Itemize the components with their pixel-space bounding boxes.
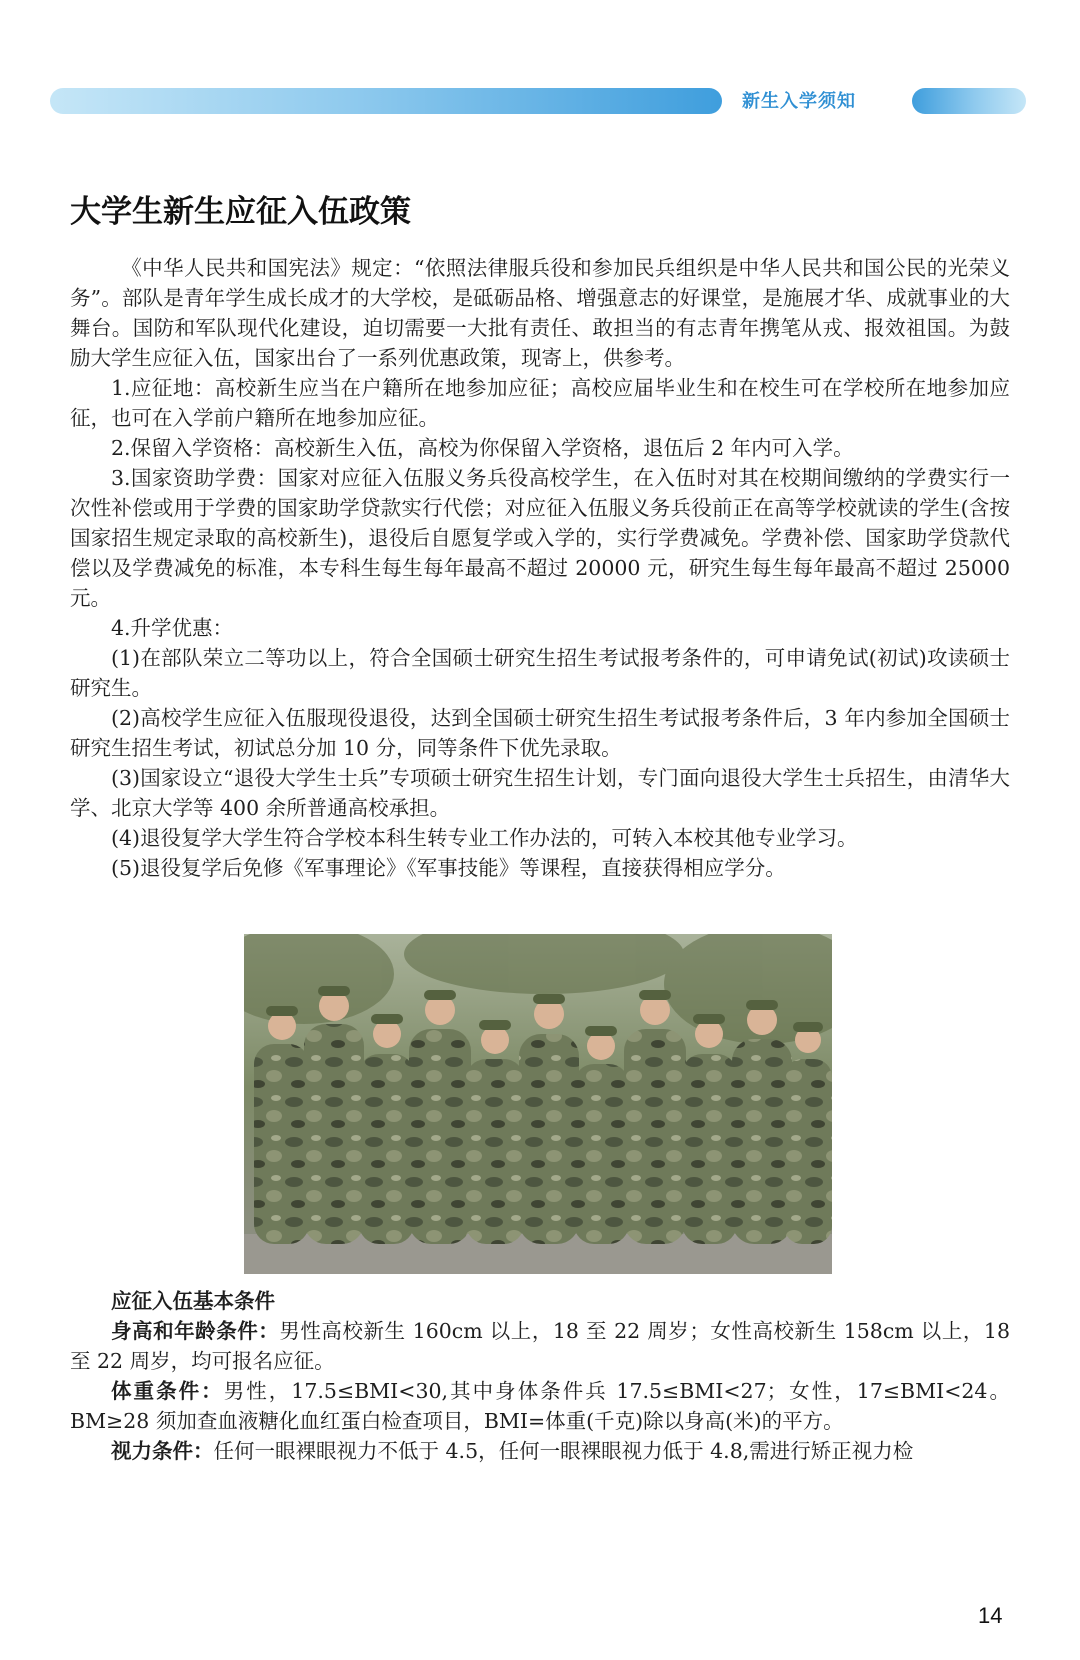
condition-height-age-label: 身高和年龄条件： [111,1319,280,1343]
page-title: 大学生新生应征入伍政策 [70,194,411,230]
header-section-title: 新生入学须知 [742,91,856,112]
further-study-item-3: (3)国家设立“退役大学生士兵”专项硕士研究生招生计划，专门面向退役大学生士兵招生，由清华大学、北京大学等 400 余所普通高校承担。 [70,766,1010,820]
condition-weight-label: 体重条件： [111,1379,224,1403]
conditions-heading: 应征入伍基本条件 [111,1289,275,1313]
further-study-item-4: (4)退役复学大学生符合学校本科生转专业工作办法的，可转入本校其他专业学习。 [111,826,858,850]
policy-item-further-study: 4.升学优惠： [111,616,234,640]
header-decor-bar-left [50,88,722,114]
policy-item-tuition-aid: 3.国家资助学费：国家对应征入伍服义务兵役高校学生，在入伍时对其在校期间缴纳的学费实行一次性补偿或用于学费的国家助学贷款实行代偿；对应征入伍服义务兵役前正在高等学校就读的学生(含按国家招生规定录取的高校新生)，退役后自愿复学或入学的，实行学费减免。学费补偿、国家助学贷款代偿以及学费减免的标准，本专科生每生每年最高不超过 20000 元，研究生每生每年最高不超过 25000 元。 [70,466,1010,610]
condition-weight-text: 男性，17.5≤BMI<30,其中身体条件兵 17.5≤BMI<27；女性，17≤BMI<24。BM≥28 须加查血液糖化血红蛋白检查项目，BMI=体重(千克)除以身高(米)的平方。 [70,1379,1010,1433]
page-number: 14 [978,1603,1003,1628]
condition-vision-text: 任何一眼裸眼视力不低于 4.5，任何一眼裸眼视力低于 4.8,需进行矫正视力检 [213,1439,914,1463]
policy-item-enrollment-retention: 2.保留入学资格：高校新生入伍，高校为你保留入学资格，退伍后 2 年内可入学。 [111,436,854,460]
further-study-item-5: (5)退役复学后免修《军事理论》《军事技能》等课程，直接获得相应学分。 [111,856,786,880]
condition-vision [70,1436,1010,1466]
policy-item-enlistment-location: 1.应征地：高校新生应当在户籍所在地参加应征；高校应届毕业生和在校生可在学校所在地参加应征，也可在入学前户籍所在地参加应征。 [70,376,1010,430]
enlistment-conditions-block [70,1286,1010,1466]
intro-paragraph: 《中华人民共和国宪法》规定：“依照法律服兵役和参加民兵组织是中华人民共和国公民的光荣义务”。部队是青年学生成长成才的大学校，是砥砺品格、增强意志的好课堂，是施展才华、成就事业的大舞台。国防和军队现代化建设，迫切需要一大批有责任、敢担当的有志青年携笔从戎、报效祖国。为鼓励大学生应征入伍，国家出台了一系列优惠政策，现寄上，供参考。 [70,256,1010,370]
condition-weight [70,1376,1010,1436]
further-study-item-1: (1)在部队荣立二等功以上，符合全国硕士研究生招生考试报考条件的，可申请免试(初试)攻读硕士研究生。 [70,646,1010,700]
header-decor-bar-right [912,88,1026,114]
further-study-item-2: (2)高校学生应征入伍服现役退役，达到全国硕士研究生招生考试报考条件后，3 年内参加全国硕士研究生招生考试，初试总分加 10 分，同等条件下优先录取。 [70,706,1010,760]
condition-height-age-text: 男性高校新生 160cm 以上，18 至 22 周岁；女性高校新生 158cm 以上，18 至 22 周岁，均可报名应征。 [70,1319,1011,1373]
policy-text-block [70,253,1010,883]
soldiers-photo [244,934,832,1274]
condition-height-age [70,1316,1010,1376]
condition-vision-label: 视力条件： [111,1439,214,1463]
